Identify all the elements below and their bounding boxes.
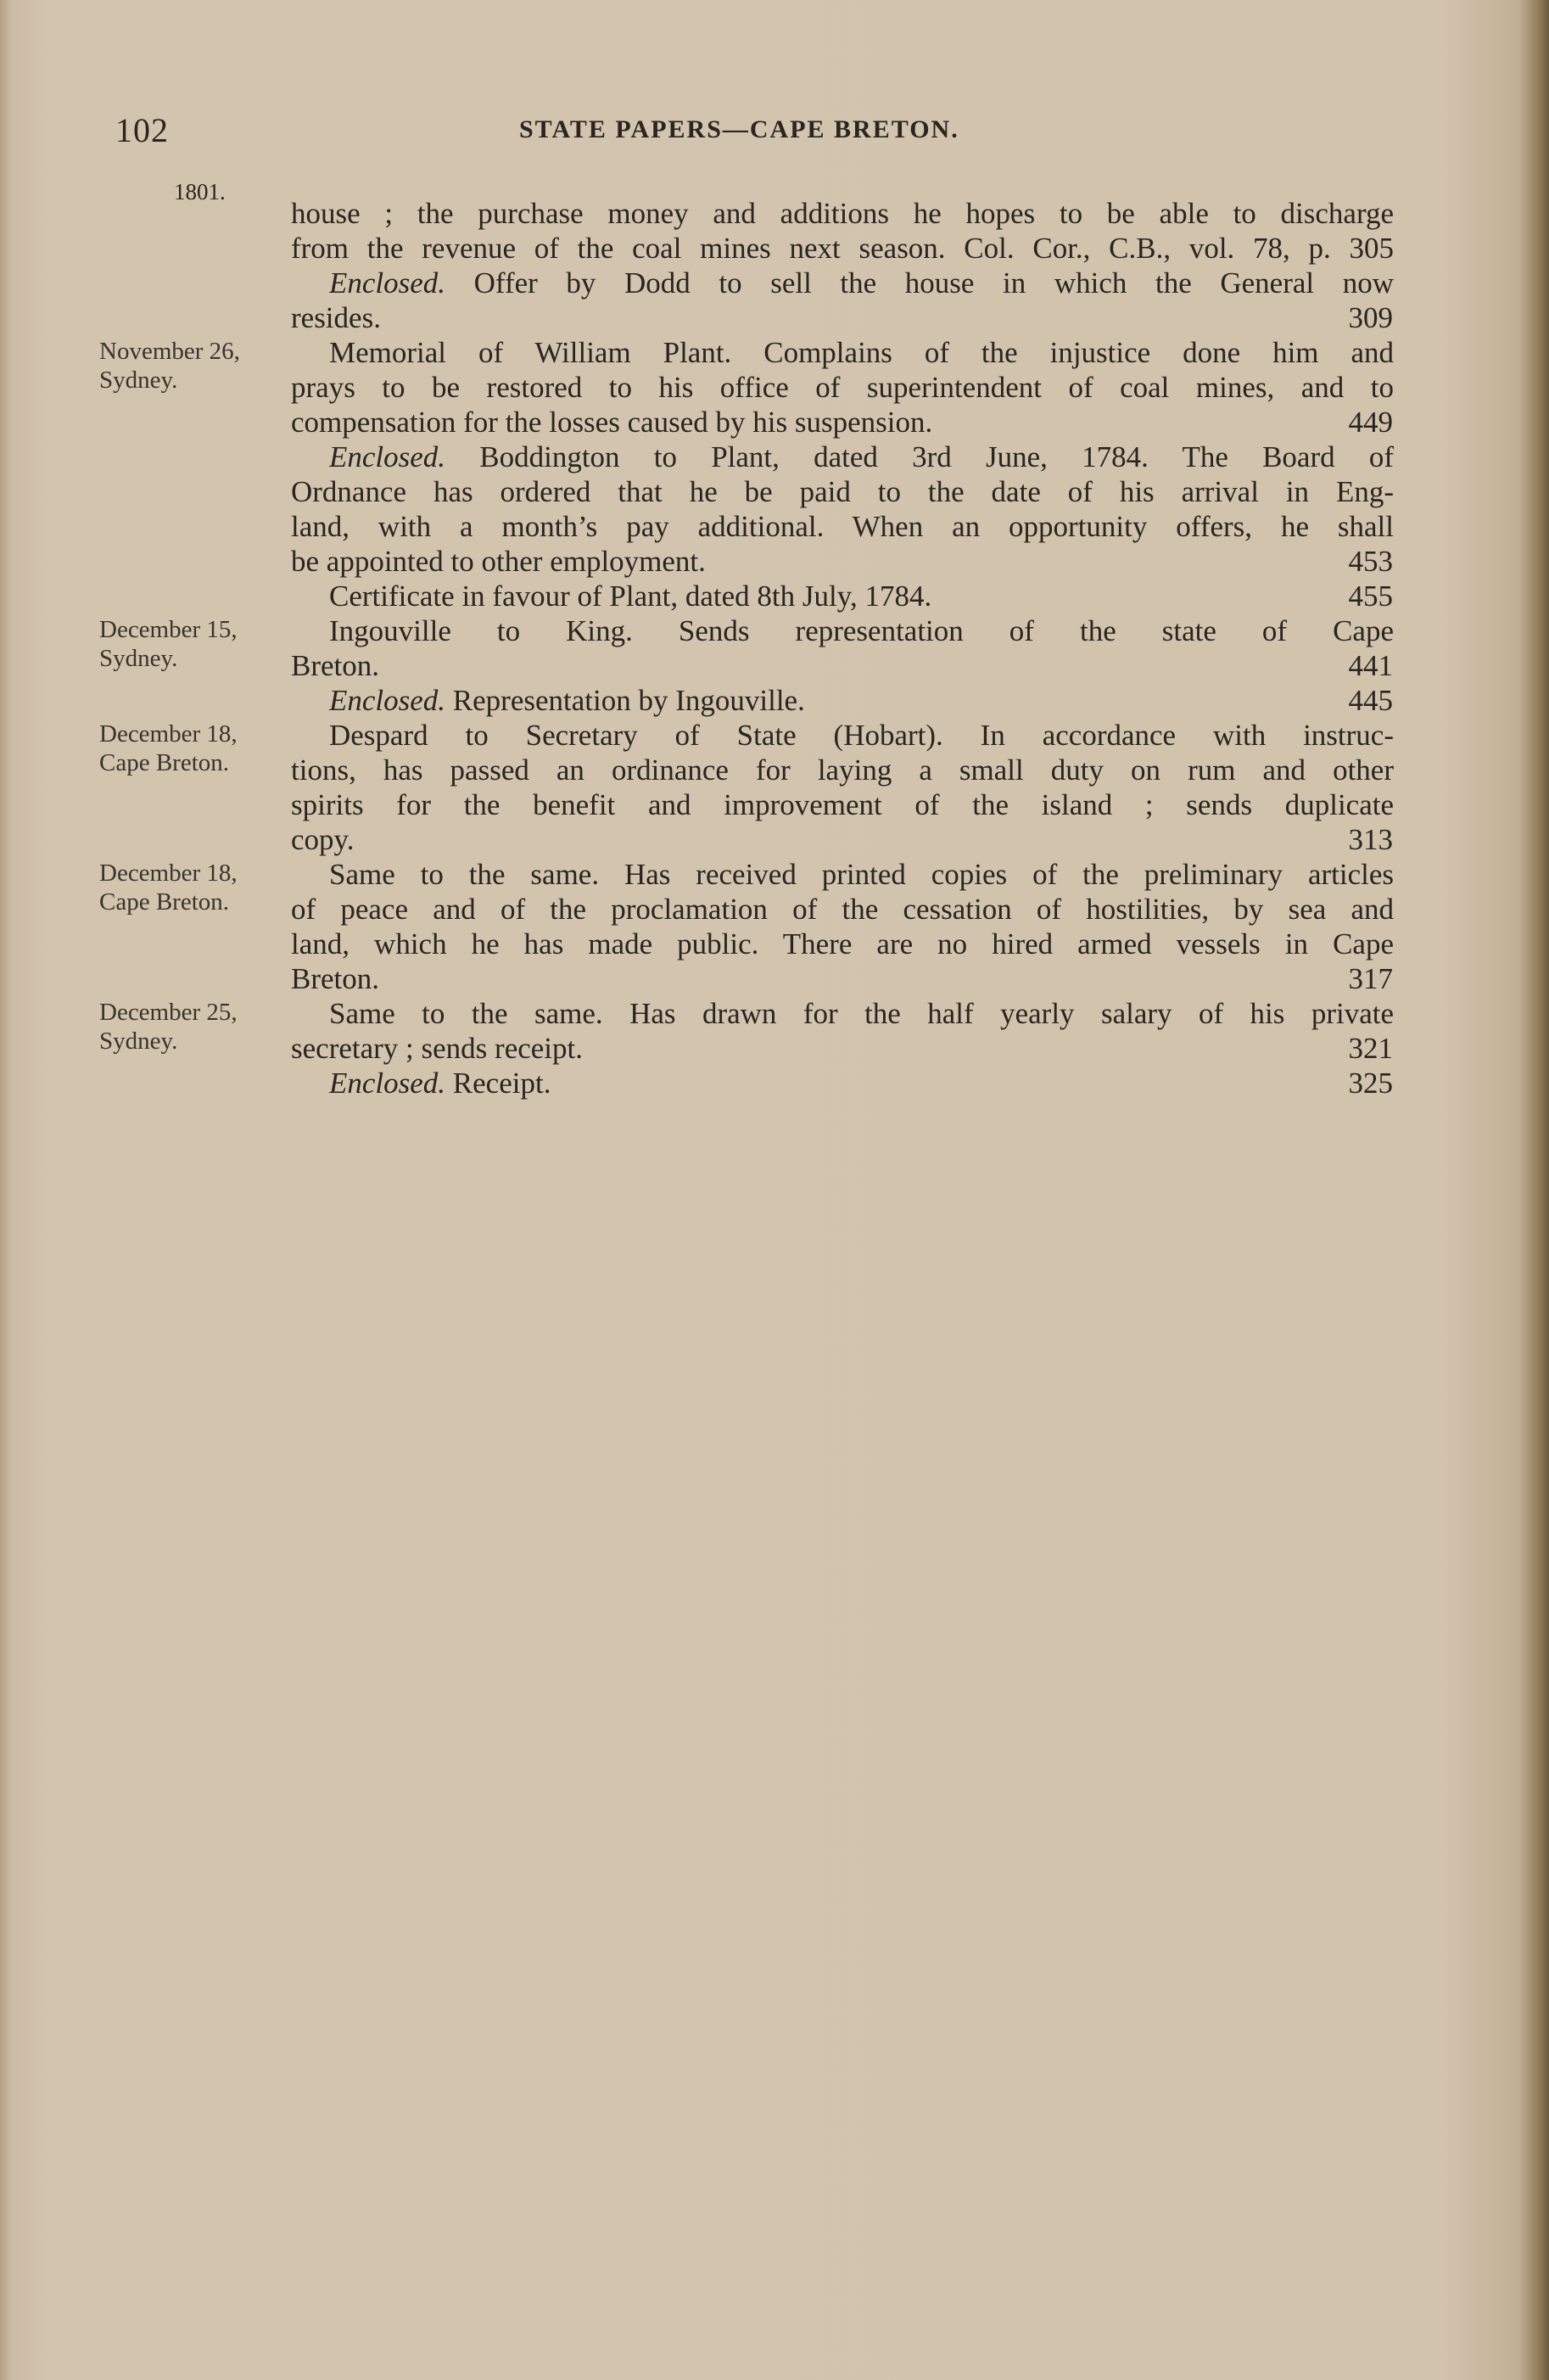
- calendar-entry: [0, 857, 1549, 996]
- calendar-entry: [0, 996, 1549, 1100]
- entry-text: Enclosed. Offer by Dodd to sell the house in which the General now: [329, 266, 1394, 300]
- entry-text: Certificate in favour of Plant, dated 8th July, 1784.: [329, 580, 932, 613]
- folio-number: 309: [1348, 301, 1393, 334]
- margin-date-place: December 15, Sydney.: [99, 616, 238, 672]
- entry-text: spirits for the benefit and improvement of the island ; sends duplicate: [291, 788, 1394, 821]
- enclosed-label: Enclosed.: [329, 266, 446, 300]
- entry-line: [0, 335, 1549, 370]
- entry-line: [0, 579, 1549, 613]
- margin-date-place: November 26, Sydney.: [99, 338, 240, 394]
- entry-line: [0, 474, 1549, 509]
- folio-number: 325: [1348, 1067, 1393, 1100]
- calendar-entry: [0, 613, 1549, 718]
- entry-line: [0, 648, 1549, 683]
- entry-text: Breton.: [291, 649, 380, 682]
- calendar-entries: [0, 196, 1549, 1100]
- folio-number: 321: [1348, 1032, 1393, 1065]
- running-title: STATE PAPERS—CAPE BRETON.: [519, 115, 959, 143]
- entry-text: be appointed to other employment.: [291, 545, 706, 578]
- folio-number: 317: [1348, 962, 1393, 995]
- entry-line: [0, 370, 1549, 405]
- entry-line: [0, 1066, 1549, 1100]
- entry-text: Ordnance has ordered that he be paid to the date of his arrival in Eng-: [291, 475, 1394, 508]
- calendar-entry: [0, 335, 1549, 613]
- entry-text: Enclosed. Representation by Ingouville.: [329, 684, 805, 717]
- folio-number: 441: [1348, 649, 1393, 682]
- entry-text: land, with a month’s pay additional. When an opportunity offers, he shall: [291, 510, 1394, 543]
- folio-number: 455: [1348, 580, 1393, 613]
- margin-date-place: December 25, Sydney.: [99, 999, 238, 1055]
- folio-number: 313: [1348, 823, 1393, 856]
- enclosed-label: Enclosed.: [329, 684, 446, 717]
- entry-line: [0, 544, 1549, 579]
- entry-line: [0, 996, 1549, 1031]
- entry-line: [0, 787, 1549, 822]
- entry-text: resides.: [291, 301, 381, 334]
- entry-line: [0, 857, 1549, 892]
- entry-line: [0, 753, 1549, 787]
- entry-text: Same to the same. Has received printed copies of the preliminary articles: [329, 858, 1394, 891]
- entry-text: Same to the same. Has drawn for the half yearly salary of his private: [329, 997, 1394, 1030]
- entry-text: land, which he has made public. There are no hired armed vessels in Cape: [291, 927, 1394, 960]
- entry-line: [0, 718, 1549, 753]
- enclosed-label: Enclosed.: [329, 1067, 446, 1100]
- entry-line: [0, 892, 1549, 927]
- entry-text: copy.: [291, 823, 355, 856]
- entry-text: Enclosed. Receipt.: [329, 1067, 551, 1100]
- entry-line: [0, 927, 1549, 961]
- margin-date-place: December 18, Cape Breton.: [99, 720, 238, 776]
- entry-line: [0, 405, 1549, 440]
- entry-text: Enclosed. Boddington to Plant, dated 3rd June, 1784. The Board of: [329, 440, 1394, 473]
- page-number: 102: [115, 111, 169, 149]
- entry-text: compensation for the losses caused by his suspension.: [291, 406, 933, 439]
- enclosed-label: Enclosed.: [329, 440, 446, 473]
- entry-text: tions, has passed an ordinance for laying a small duty on rum and other: [291, 753, 1394, 787]
- entry-text: Despard to Secretary of State (Hobart). In accordance with instruc-: [329, 719, 1394, 752]
- entry-line: [0, 440, 1549, 474]
- entry-line: [0, 231, 1549, 266]
- entry-line: [0, 683, 1549, 718]
- folio-number: 449: [1348, 406, 1393, 439]
- folio-number: 445: [1348, 684, 1393, 717]
- calendar-entry: [0, 196, 1549, 335]
- entry-line: [0, 613, 1549, 648]
- page-header: [0, 110, 1549, 161]
- entry-text: Ingouville to King. Sends representation of the state of Cape: [329, 614, 1394, 647]
- entry-text: from the revenue of the coal mines next season. Col. Cor., C.B., vol. 78, p. 305: [291, 232, 1394, 265]
- entry-line: [0, 961, 1549, 996]
- entry-line: [0, 266, 1549, 300]
- folio-number: 453: [1348, 545, 1393, 578]
- calendar-entry: [0, 718, 1549, 857]
- entry-line: [0, 196, 1549, 231]
- entry-line: [0, 1031, 1549, 1066]
- entry-text: Breton.: [291, 962, 380, 995]
- year-label: 1801.: [174, 179, 226, 204]
- entry-text: prays to be restored to his office of superintendent of coal mines, and to: [291, 371, 1394, 404]
- entry-line: [0, 822, 1549, 857]
- entry-text: secretary ; sends receipt.: [291, 1032, 584, 1065]
- entry-line: [0, 300, 1549, 335]
- entry-text: Memorial of William Plant. Complains of the injustice done him and: [329, 336, 1394, 369]
- margin-date-place: December 18, Cape Breton.: [99, 860, 238, 916]
- entry-text: house ; the purchase money and additions he hopes to be able to discharge: [291, 197, 1394, 230]
- entry-text: of peace and of the proclamation of the cessation of hostilities, by sea and: [291, 893, 1394, 926]
- entry-line: [0, 509, 1549, 544]
